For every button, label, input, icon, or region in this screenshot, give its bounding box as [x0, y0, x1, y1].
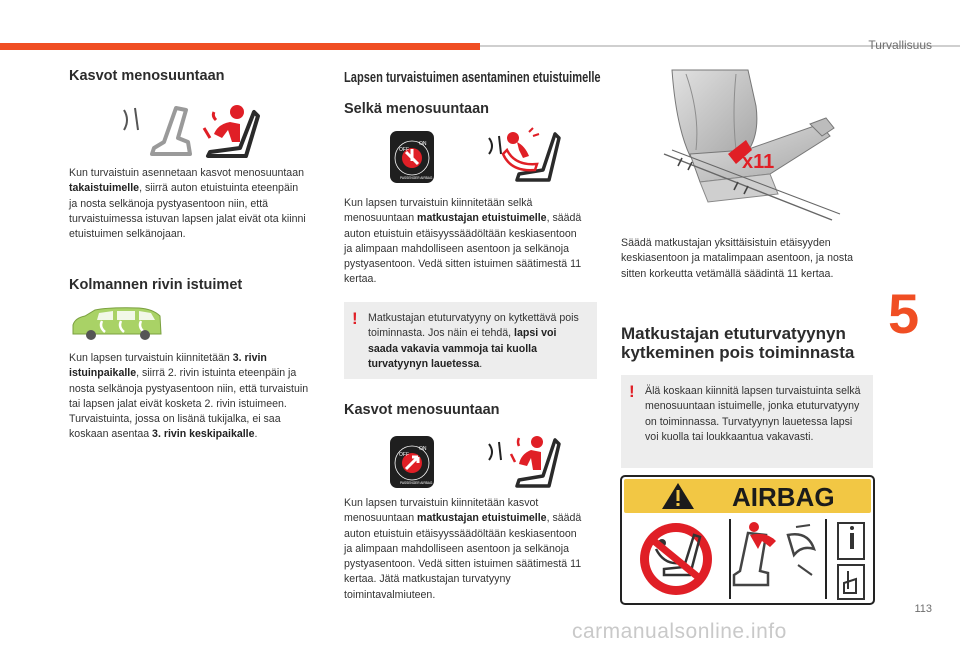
heading-third-row: Kolmannen rivin istuimet: [69, 277, 243, 293]
chapter-number: 5: [888, 282, 920, 345]
airbag-warning-label: [620, 475, 875, 605]
paragraph-third-row: Kun lapsen turvaistuin kiinnitetään 3. rivin istuinpaikalle, siirrä 2. rivin istuinta eteenpäin ja nosta selkänoja pystyasentoon niin, että turvaistuin tai lapsen jalat eivät kosketa 2. rivin istuimeen. Turvaistuinta, jossa on lisänä tukijalka, ei saa koskaan asentaa 3. rivin keskipaikalle.: [69, 352, 309, 441]
section-title: Turvallisuus: [868, 38, 932, 52]
paragraph-seat-adjustment: Säädä matkustajan yksittäisistuin etäisyyden keskiasentoon ja matalimpaan asentoon, ja nosta sitten korkeutta vetämällä säädintä 11 kertaa.: [621, 237, 854, 280]
top-accent-bar: [0, 43, 480, 50]
airbag-switch-on-icon: [390, 436, 434, 488]
rear-facing-child-seat-icon: [485, 126, 561, 184]
warning-note-rear-facing: ! Älä koskaan kiinnitä lapsen turvaistuinta selkä menosuuntaan istuimelle, jonka etuturvatyyny on toiminnassa. Turvatyynyn lauetessa lapsi voi kuolla tai loukkaantua vakavasti.: [621, 375, 873, 468]
heading-airbag-deactivation: Matkustajan etuturvatyynyn kytkeminen pois toiminnasta: [621, 324, 855, 362]
paragraph-rear-facing: Kun lapsen turvaistuin kiinnitetään selkä menosuuntaan matkustajan etuistuimelle, säädä auton etuistuin etäisyyssäädöltään keskiasentoon ja alimpaan mahdolliseen asentoon ja selkänoja pystyasentoon. Vedä sitten istuimen säätimestä 11 kertaa.: [344, 197, 582, 286]
airbag-label-text: AIRBAG: [732, 482, 835, 512]
switch-ring-text-2: PASSENGER AIRBAG: [400, 481, 433, 485]
switch-on-label: ON: [419, 141, 427, 147]
car-third-row-icon: [69, 307, 165, 341]
forward-facing-child-seat-icon: [485, 432, 561, 490]
switch-ring-text: PASSENGER AIRBAG: [400, 176, 433, 180]
heading-facing-forward-front: Kasvot menosuuntaan: [344, 402, 500, 418]
switch-on-label-2: ON: [419, 446, 427, 452]
watermark: carmanualsonline.info: [572, 620, 787, 643]
repeat-count-label: x11: [742, 151, 775, 173]
warning-note-airbag-off: ! Matkustajan etuturvatyyny on kytkettävä pois toiminnasta. Jos näin ei tehdä, lapsi voi saada vakavia vammoja tai kuolla turvatyynyn lauetessa.: [344, 302, 597, 379]
heading-rear-facing: Selkä menosuuntaan: [344, 101, 490, 117]
warning-icon: !: [352, 309, 358, 328]
paragraph-facing-forward-front: Kun lapsen turvaistuin kiinnitetään kasvot menosuuntaan matkustajan etuistuimelle, säädä auton etuistuin etäisyyssäädöltään keskiasentoon ja alimpaan mahdolliseen asentoon ja selkänoja pystyasentoon. Vedä sitten istuimen säätimestä 11 kertaa. Jätä matkustajan turvatyyny toimintavalmiuteen.: [344, 497, 582, 601]
switch-off-label-2: OFF: [399, 452, 409, 458]
airbag-switch-off-icon: [390, 131, 434, 183]
rear-seat-forward-facing-icon: [118, 98, 260, 160]
page-number: 113: [914, 603, 932, 615]
warning-icon-2: !: [629, 382, 635, 401]
paragraph-facing-forward-rear: Kun turvaistuin asennetaan kasvot menosuuntaan takaistuimelle, siirrä auton etuistuinta eteenpäin ja nosta selkänoja pystyasentoon niin, että turvaistuimessa istuvan lapsen jalat eivät ota kiinni etuistuimen selkänojaan.: [69, 167, 306, 241]
switch-off-label: OFF: [399, 147, 409, 153]
heading-facing-forward-rear: Kasvot menosuuntaan: [69, 68, 225, 84]
heading-front-seat-install: Lapsen turvaistuimen asentaminen etuistuimelle: [344, 69, 601, 86]
passenger-seat-adjustment-illustration: [660, 70, 840, 220]
